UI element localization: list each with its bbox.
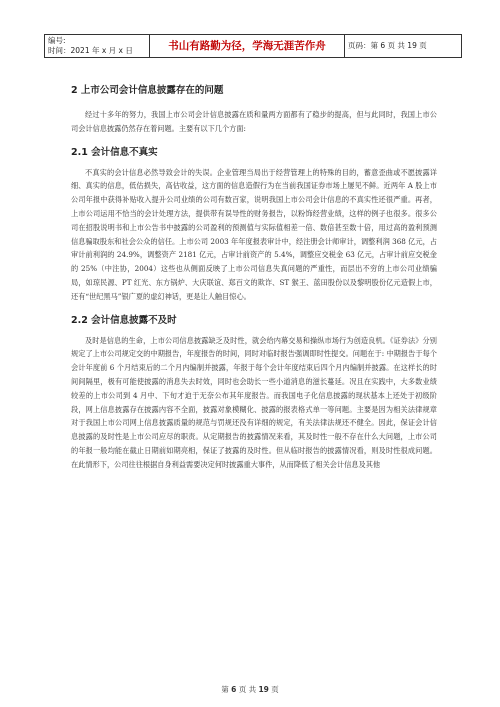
subsection-2-2-paragraph: 及时是信息的生命，上市公司信息披露缺乏及时性，就会给内幕交易和操纵市场行为创造良机。《证券法》分别规定了上市公司规定交的中期报告，年度报告的时间，同时对临时报告强调即时性提交。问题在于: 中期报告于每个会计年度前 6 个月结束后的二个月内编制并披露，年报于每个会计年度结束后四个月内编制并披露。在这样长的时间间隔里，极有可能使披露的消息失去时效，同时也会助长一些小道消息的滋长蔓延。况且在实践中，大多数业绩较差的上市公司到 4 月中、下旬才迫于无奈公布其年度报告。而我国电子化信息披露的现状基本上还处于初级阶段，网上信息披露存在披露内容不全面，披露对象模糊化、披露的报表格式单一等问题。主要是因为相关法律规章对于我国上市公司网上信息披露质量的规范与罚规还没有详细的规定，有关法律法规还不健全。因此，保证会计信息披露的及时性是上市公司应尽的职责。从定期报告的披露情况来看，其及时性一般不存在什么大问题，上市公司的年报一般均能在截止日期前如期亮相，保证了披露的及时性。但从临时报告的披露情况看，则及时性很成问题。在此情形下，公司往往根据自身利益需要决定何时披露重大事件，从而降低了相关会计信息及其他: [71, 335, 437, 469]
header-page-info: 页码：第 6 页 共 19 页: [348, 41, 427, 50]
footer-middle: 页 共: [236, 685, 259, 694]
subsection-2-1-paragraph: 不真实的会计信息必然导致会计的失误。企业管理当局出于经营管理上的特殊的目的，蓄意歪曲或不愿披露详细、真实的信息，低估损失，高估收益，这方面的信息造假行为在当前我国证券市场上屡见不鲜。近两年 A 股上市公司年报中获得补贴收入提升公司业绩的公司有数百家，说明我国上市公司会计信息的不真实性还很严重。再者，上市公司运用不恰当的会计处理方法，提供带有误导性的财务报告，以粉饰经营业绩，这样的例子也很多。很多公司在招股说明书和上市公告书中披露的公司盈利的预测值与实际值相差一倍、数倍甚至数十倍，用过高的盈利预测信息骗取股东和社会公众的信任。上市公司 2003 年年度报表审计中，经注册会计师审计，调整利润 368 亿元，占审计前利润的 24.9%，调整资产 2181 亿元，占审计前资产的 5.4%，调整应交税金 63 亿元，占审计前应交税金的 25%（中注协，2004）这些也从侧面反映了上市公司信息失真问题的严重性，而层出不穷的上市公司业绩骗局，如琼民源、PT 红光、东方锅炉、大庆联谊、郑百文的欺诈、ST 猴王、蓝田股份以及黎明股份亿元造假上市，还有“世纪黑马”银广夏的虚幻神话，更是让人触目惊心。: [71, 167, 437, 301]
code-label: 编号:: [48, 36, 66, 45]
header-meta-cell: [45, 35, 150, 58]
page-footer: [0, 684, 500, 695]
footer-page-number: 6: [231, 685, 237, 694]
footer-total-pages: 19: [258, 685, 269, 694]
subsection-title-2-2: 2.2 会计信息披露不及时: [71, 314, 177, 326]
footer-prefix: 第: [221, 685, 232, 694]
section-title: 2 上市公司会计信息披露存在的问题: [71, 85, 224, 96]
header-motto: 书山有路勤为径，学海无涯苦作舟: [168, 39, 326, 52]
subsection-title-2-1: 2.1 会计信息不真实: [71, 146, 158, 158]
footer-suffix: 页: [268, 685, 279, 694]
header-page-cell: [345, 35, 462, 58]
section-intro-paragraph: 经过十多年的努力，我国上市公司会计信息披露在质和量两方面都有了稳步的提高，但与此同时，我国上市公司会计信息披露仍然存在着问题。主要有以下几个方面:: [71, 110, 437, 133]
document-body: [71, 82, 437, 472]
time-label: 时间：2021 年 x 月 x 日: [48, 46, 133, 55]
document-header: [44, 34, 462, 58]
header-motto-cell: [150, 35, 345, 58]
